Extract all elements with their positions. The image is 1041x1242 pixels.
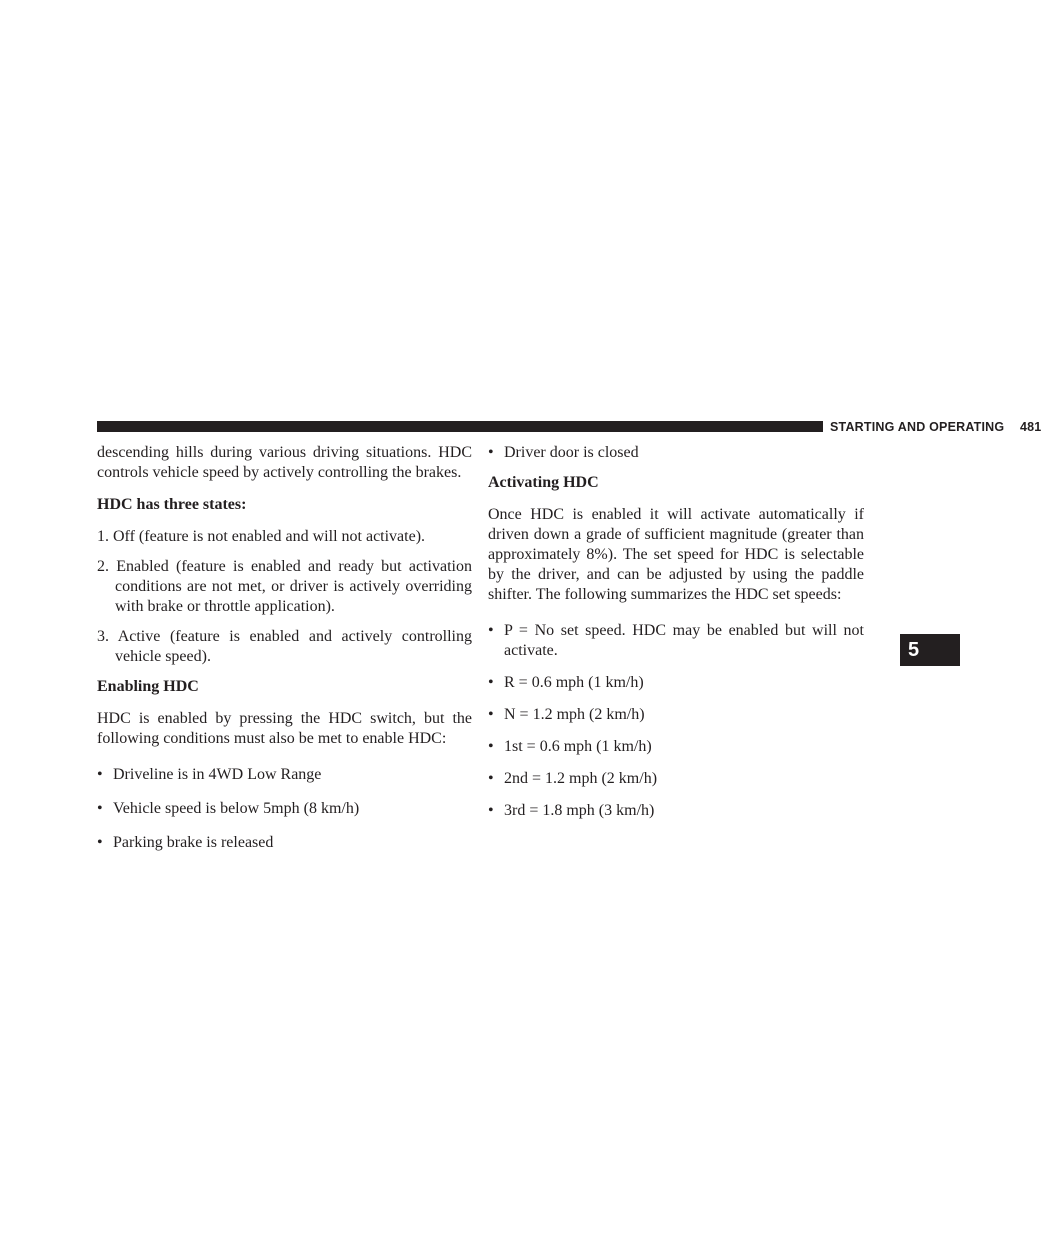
speed-item: • 3rd = 1.8 mph (3 km/h) bbox=[488, 802, 655, 819]
states-heading: HDC has three states: bbox=[97, 496, 247, 513]
condition-item: • Vehicle speed is below 5mph (8 km/h) bbox=[97, 800, 360, 817]
condition-item: • Driver door is closed bbox=[488, 444, 639, 461]
header-rule bbox=[97, 421, 823, 432]
speed-item: • P = No set speed. HDC may be enabled but will not activate. bbox=[488, 622, 864, 659]
bullet-icon: • bbox=[488, 802, 494, 819]
state-item-3: 3. Active (feature is enabled and actively controlling vehicle speed). bbox=[97, 628, 472, 665]
right-column bbox=[488, 443, 864, 821]
intro-paragraph: descending hills during various driving situations. HDC controls vehicle speed by actively controlling the brakes. bbox=[97, 444, 472, 481]
bullet-icon: • bbox=[488, 738, 494, 755]
left-column bbox=[97, 443, 472, 853]
state-item-2: 2. Enabled (feature is enabled and ready but activation conditions are not met, or driver is actively overriding with brake or throttle application). bbox=[97, 558, 472, 615]
bullet-icon: • bbox=[97, 800, 103, 817]
bullet-icon: • bbox=[488, 770, 494, 787]
section-title: STARTING AND OPERATING bbox=[830, 420, 1005, 434]
bullet-icon: • bbox=[97, 834, 103, 851]
speed-item: • 1st = 0.6 mph (1 km/h) bbox=[488, 738, 652, 755]
page-number: 481 bbox=[1020, 420, 1041, 434]
condition-item: • Driveline is in 4WD Low Range bbox=[97, 766, 322, 783]
bullet-icon: • bbox=[488, 706, 494, 723]
state-item-1: 1. Off (feature is not enabled and will not activate). bbox=[97, 528, 426, 545]
speed-item: • N = 1.2 mph (2 km/h) bbox=[488, 706, 645, 723]
activating-heading: Activating HDC bbox=[488, 474, 599, 491]
bullet-icon: • bbox=[488, 444, 494, 461]
bullet-icon: • bbox=[488, 622, 494, 639]
enabling-paragraph: HDC is enabled by pressing the HDC switch, but the following conditions must also be met to enable HDC: bbox=[97, 710, 472, 747]
chapter-tab: 5 bbox=[900, 634, 960, 666]
enabling-heading: Enabling HDC bbox=[97, 678, 199, 695]
bullet-icon: • bbox=[97, 766, 103, 783]
activating-paragraph: Once HDC is enabled it will activate automatically if driven down a grade of sufficient magnitude (greater than approximately 8%). The set speed for HDC is selectable by the driver, and can be adjusted by using the paddle shifter. The following summarizes the HDC set speeds: bbox=[488, 506, 864, 603]
running-header bbox=[830, 419, 1041, 435]
speed-item: • R = 0.6 mph (1 km/h) bbox=[488, 674, 644, 691]
condition-item: • Parking brake is released bbox=[97, 834, 274, 851]
speed-item: • 2nd = 1.2 mph (2 km/h) bbox=[488, 770, 658, 787]
bullet-icon: • bbox=[488, 674, 494, 691]
